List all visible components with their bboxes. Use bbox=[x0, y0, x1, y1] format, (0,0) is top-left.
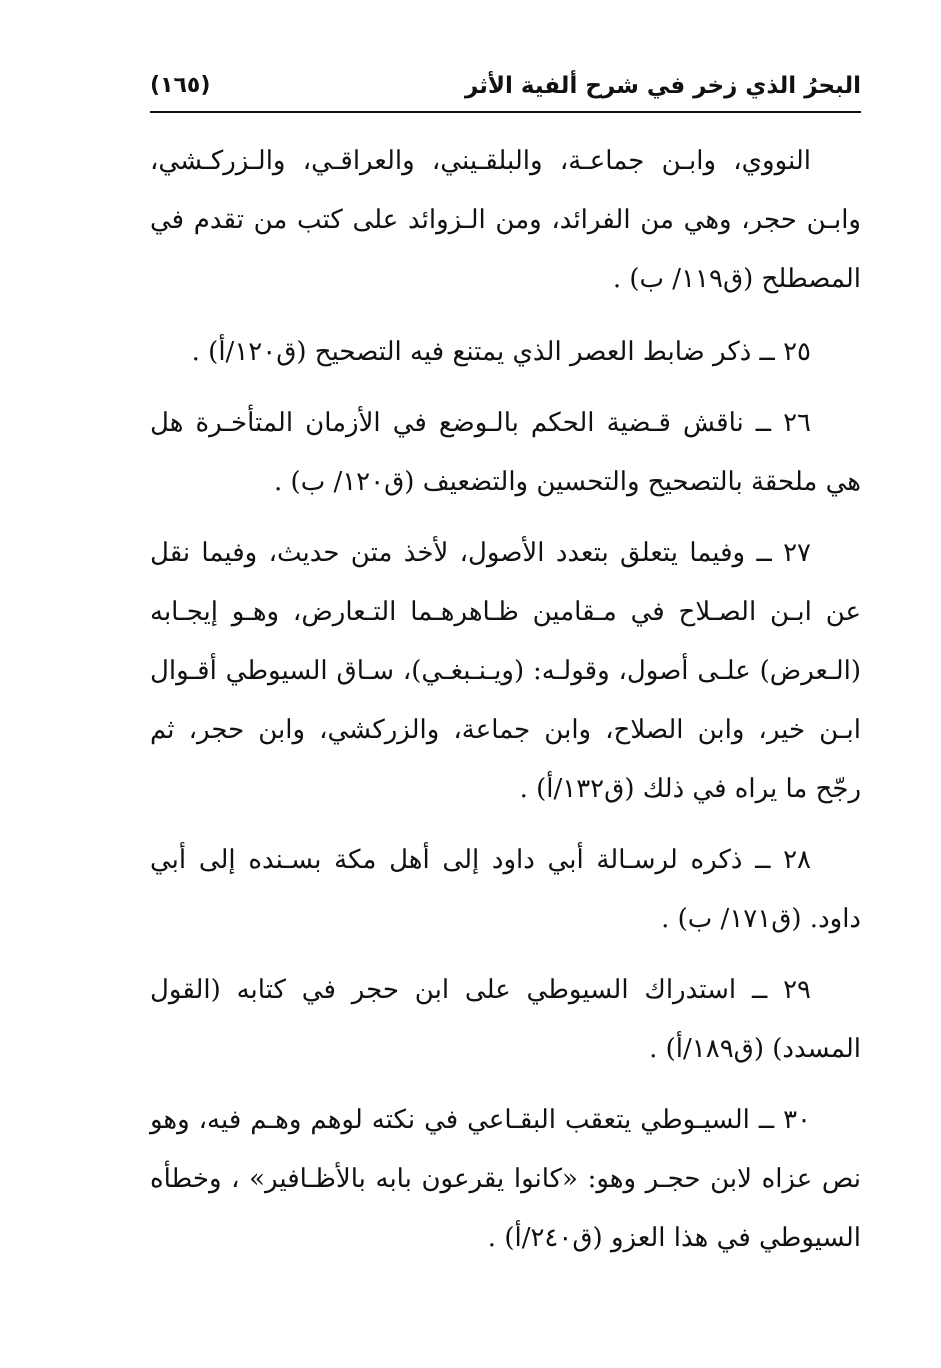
page-number: (١٦٥) bbox=[150, 73, 211, 98]
header-divider bbox=[150, 111, 861, 113]
list-item-27: ٢٧ ــ وفيما يتعلق بتعدد الأصول، لأخذ متن حديث، وفيما نقل عن ابـن الصـلاح في مـقامين ظـاهرهـما التـعارض، وهـو إيجـابه (الـعرض) علـى أصول، وقولـه: (ويـنـبغـي)، سـاق السيوطي أقـوال ابـن خير، وابن الصلاح، وابن جماعة، والزركشي، وابن حجر، ثم رجّح ما يراه في ذلك (ق١٣٢/أ) . bbox=[150, 538, 861, 804]
list-item-29: ٢٩ ــ استدراك السيوطي على ابن حجر في كتابه (القول المسدد) (ق١٨٩/أ) . bbox=[150, 975, 861, 1064]
list-item-30: ٣٠ ــ السيـوطي يتعقب البقـاعي في نكته لوهم وهـم فيه، وهو نص عزاه لابن حجـر وهو: «كانوا يقرعون بابه بالأظـافير» ، وخطأه السيوطي في هذا العزو (ق٢٤٠/أ) . bbox=[150, 1105, 861, 1253]
page-body bbox=[150, 132, 861, 1280]
list-item-28: ٢٨ ــ ذكره لرسـالة أبي داود إلى أهل مكة بسـنده إلى أبي داود. (ق١٧١/ ب) . bbox=[150, 845, 861, 934]
list-item-26: ٢٦ ــ ناقش قـضية الحكم بالـوضع في الأزمان المتأخـرة هل هي ملحقة بالتصحيح والتحسين والتضعيف (ق١٢٠/ ب) . bbox=[150, 408, 861, 497]
running-header bbox=[150, 68, 861, 108]
continued-paragraph: النووي، وابـن جماعـة، والبلقـيني، والعراقـي، والـزركـشي، وابـن حجر، وهي من الفرائد، ومن الـزوائد على كتب من تقدم في المصطلح (ق١١٩/ ب) . bbox=[150, 146, 861, 294]
book-title: البحرُ الذي زخر في شرح ألفية الأثر bbox=[464, 73, 861, 99]
list-item-25: ٢٥ ــ ذكر ضابط العصر الذي يمتنع فيه التصحيح (ق١٢٠/أ) . bbox=[191, 337, 811, 367]
